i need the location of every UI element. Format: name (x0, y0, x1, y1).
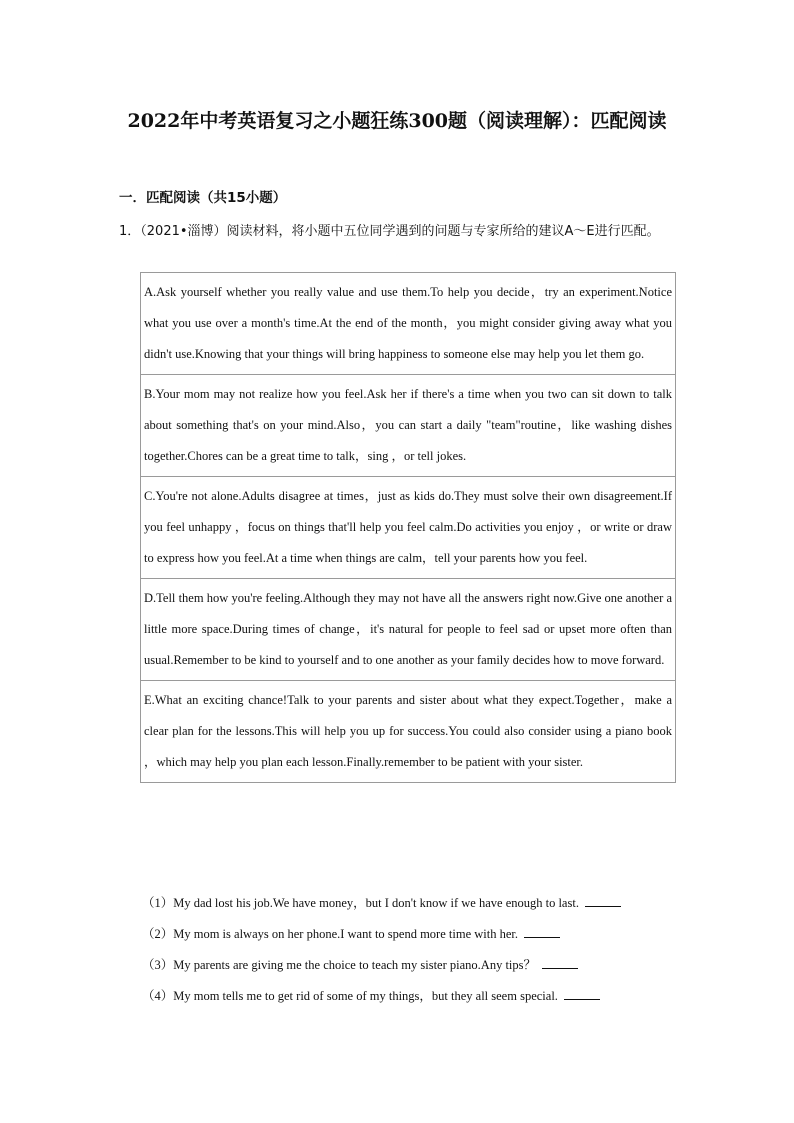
option-b: B.Your mom may not realize how you feel.Ask her if there's a time when you two can sit down to talk about something that's on your mind.Also，you can start a daily "team"routine，like washing dishes together.Chores can be a great time to talk，sing ，or tell jokes. (141, 374, 675, 476)
answer-blank[interactable] (564, 987, 600, 1000)
answer-blank[interactable] (542, 956, 578, 969)
option-e: E.What an exciting chance!Talk to your parents and sister about what they expect.Together，make a clear plan for the lessons.This will help you up for success.You could also consider using a piano book ，which may help you plan each lesson.Finally.remember to be patient with your sister. (141, 680, 675, 782)
sub-question-text: （3）My parents are giving me the choice to teach my sister piano.Any tips？ (142, 958, 537, 972)
sub-question-1 (142, 888, 682, 919)
question-text: （2021•淄博）阅读材料，将小题中五位同学遇到的问题与专家所给的建议A～E进行匹配。 (140, 224, 660, 239)
question-number: 1． (119, 224, 141, 239)
sub-question-3 (142, 950, 682, 981)
option-d: D.Tell them how you're feeling.Although they may not have all the answers right now.Give one another a little more space.During times of change，it's natural for people to feel sad or upset more often than usual.Remember to be kind to yourself and to one another as your family decides how to move forward. (141, 578, 675, 680)
question-prompt (119, 218, 677, 246)
option-c: C.You're not alone.Adults disagree at times，just as kids do.They must solve their own disagreement.If you feel unhappy ，focus on things that'll help you feel calm.Do activities you enjoy ，or write or draw to express how you feel.At a time when things are calm，tell your parents how you feel. (141, 476, 675, 578)
sub-question-4 (142, 981, 682, 1012)
answer-blank[interactable] (585, 894, 621, 907)
options-table (140, 272, 676, 783)
section-heading: 一．匹配阅读（共15小题） (119, 190, 287, 206)
answer-blank[interactable] (524, 925, 560, 938)
option-a: A.Ask yourself whether you really value and use them.To help you decide，try an experiment.Notice what you use over a month's time.At the end of the month，you might consider giving away what you didn't use.Knowing that your things will bring happiness to someone else may help you let them go. (144, 285, 672, 361)
sub-question-text: （1）My dad lost his job.We have money，but I don't know if we have enough to last. (142, 896, 579, 910)
page-title: 2022年中考英语复习之小题狂练300题（阅读理解）：匹配阅读 (127, 110, 667, 132)
sub-question-2 (142, 919, 682, 950)
sub-question-text: （2）My mom is always on her phone.I want to spend more time with her. (142, 927, 518, 941)
sub-question-text: （4）My mom tells me to get rid of some of my things，but they all seem special. (142, 989, 558, 1003)
sub-questions (142, 888, 682, 1012)
